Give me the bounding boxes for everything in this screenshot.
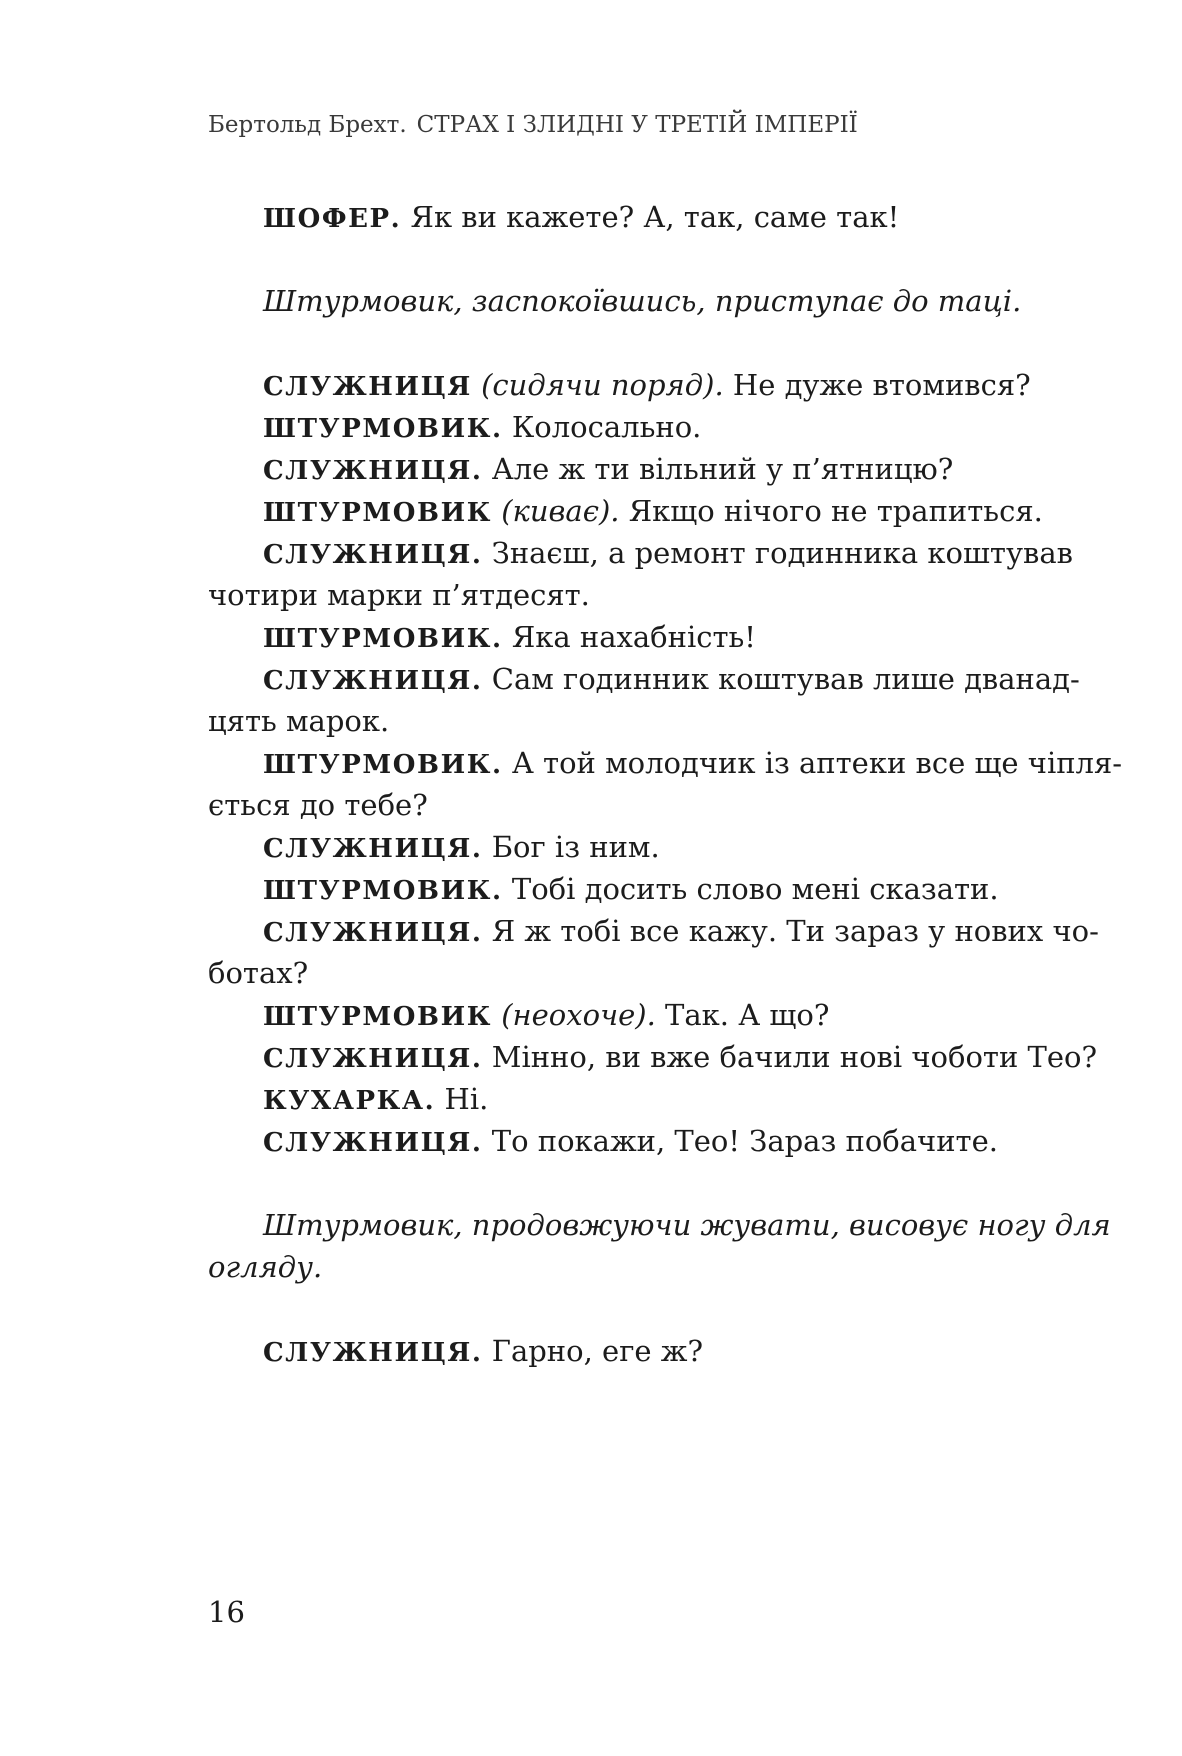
dialogue-line [263,410,701,446]
running-header [208,112,858,138]
line-text: Сам годинник коштував лише дванад- [482,662,1080,696]
line-text: Знаєш, а ремонт годинника коштував [482,536,1073,570]
speaker-name: ШТУРМОВИК [263,498,492,528]
inline-direction: (сидячи поряд). [471,368,724,402]
speaker-name: ШТУРМОВИК. [263,414,503,444]
line-text: Яка нахабність! [502,620,756,654]
dialogue-line [263,746,1123,782]
speaker-name: ШТУРМОВИК [263,1002,492,1032]
speaker-name: СЛУЖНИЦЯ. [263,1128,483,1158]
line-text: Бог із ним. [482,830,660,864]
dialogue-line [263,368,1031,404]
continuation-line: ботах? [208,956,309,990]
speaker-name: СЛУЖНИЦЯ. [263,918,483,948]
line-text: Так. А що? [655,998,830,1032]
line-text: Не дуже втомився? [723,368,1031,402]
speaker-name: ШТУРМОВИК. [263,624,503,654]
line-text: Ні. [435,1082,489,1116]
dialogue-line [263,1124,998,1160]
speaker-name: СЛУЖНИЦЯ. [263,834,483,864]
inline-direction: (киває). [492,494,620,528]
line-text: Колосально. [502,410,702,444]
line-text: Тобі досить слово мені сказати. [502,872,999,906]
line-text: Якщо нічого не трапиться. [619,494,1043,528]
line-text: Мінно, ви вже бачили нові чоботи Тео? [482,1040,1098,1074]
speaker-name: СЛУЖНИЦЯ [263,372,472,402]
dialogue-line [263,200,899,236]
speaker-name: КУХАРКА. [263,1086,436,1116]
dialogue-line [263,1082,488,1118]
line-text: Гарно, еге ж? [482,1334,703,1368]
line-text: Я ж тобі все кажу. Ти зараз у нових чо- [482,914,1099,948]
continuation-line: цять марок. [208,704,390,738]
dialogue-line [263,494,1043,530]
speaker-name: ШОФЕР. [263,204,402,234]
line-text: А той молодчик із аптеки все ще чіпля- [502,746,1123,780]
speaker-name: ШТУРМОВИК. [263,750,503,780]
dialogue-line [263,830,660,866]
dialogue-line [263,1334,703,1370]
line-text: Як ви кажете? А, так, саме так! [401,200,900,234]
speaker-name: ШТУРМОВИК. [263,876,503,906]
stage-direction: Штурмовик, заспокоївшись, приступає до таці. [263,284,1022,318]
dialogue-line [263,914,1099,950]
dialogue-line [263,662,1080,698]
speaker-name: СЛУЖНИЦЯ. [263,540,483,570]
page-number: 16 [208,1595,245,1629]
dialogue-line [263,1040,1097,1076]
speaker-name: СЛУЖНИЦЯ. [263,666,483,696]
line-text: Але ж ти вільний у п’ятницю? [482,452,954,486]
line-text: То покажи, Тео! Зараз побачите. [482,1124,998,1158]
dialogue-line [263,872,999,908]
header-author: Бертольд Брехт. [208,112,407,138]
dialogue-line [263,536,1073,572]
dialogue-line [263,620,756,656]
header-title: СТРАХ І ЗЛИДНІ У ТРЕТІЙ ІМПЕРІЇ [416,112,858,138]
stage-direction: Штурмовик, продовжуючи жувати, висовує ногу для [263,1208,1111,1242]
speaker-name: СЛУЖНИЦЯ. [263,1338,483,1368]
inline-direction: (неохоче). [492,998,656,1032]
dialogue-line [263,998,829,1034]
speaker-name: СЛУЖНИЦЯ. [263,456,483,486]
speaker-name: СЛУЖНИЦЯ. [263,1044,483,1074]
stage-direction-continuation: огляду. [208,1250,323,1284]
continuation-line: ється до тебе? [208,788,428,822]
dialogue-line [263,452,953,488]
continuation-line: чотири марки п’ятдесят. [208,578,590,612]
